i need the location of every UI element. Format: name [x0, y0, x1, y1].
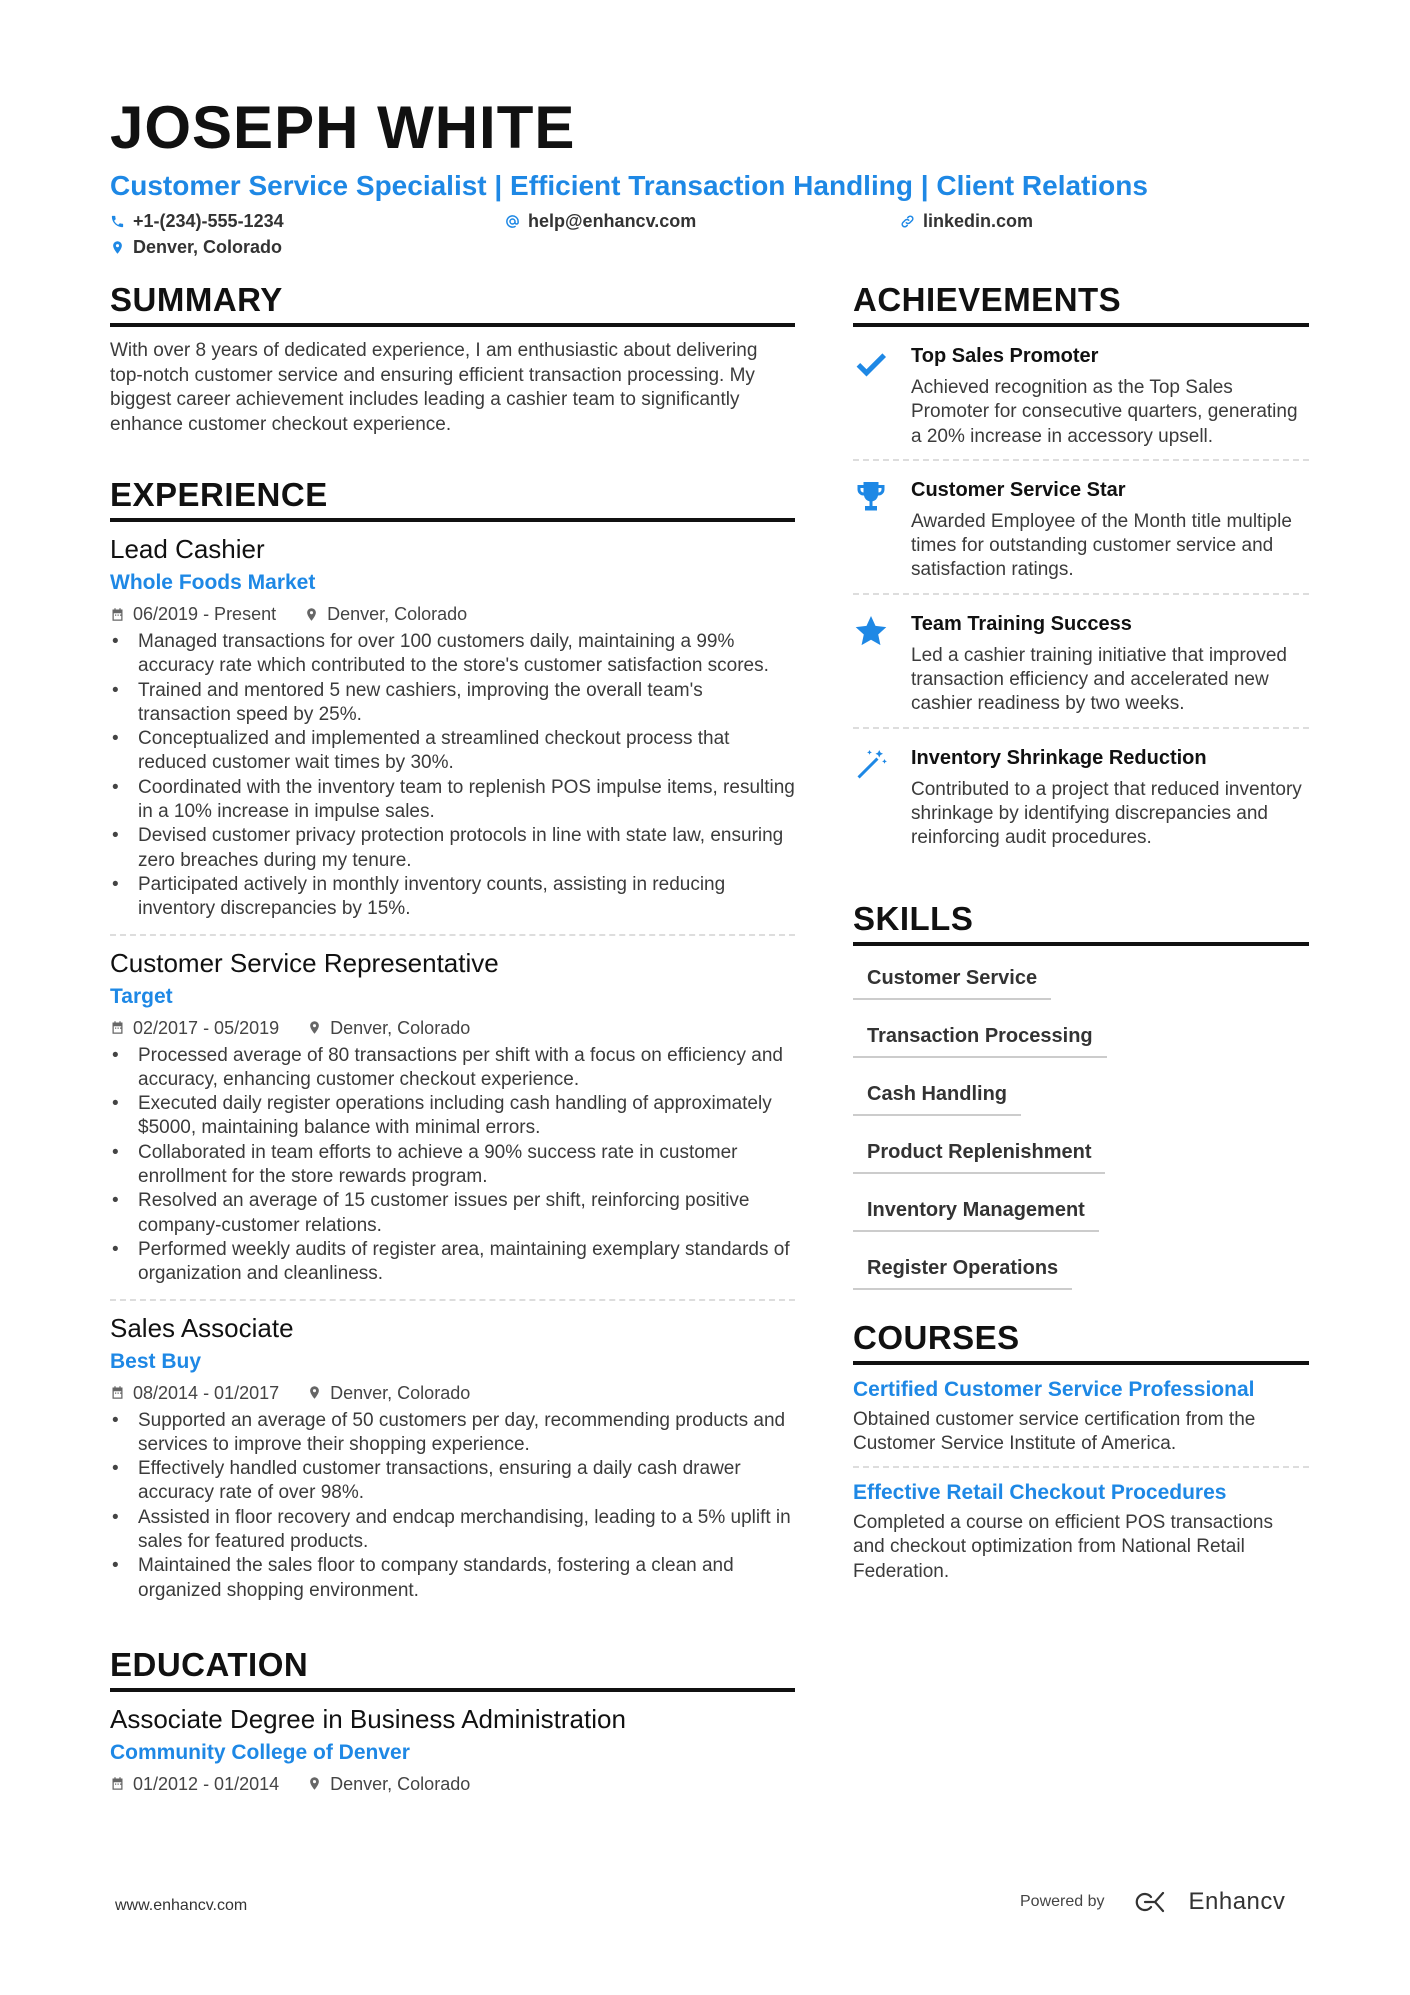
location-pin-icon: [307, 1020, 322, 1035]
list-item: • Coordinated with the inventory team to replenish POS impulse items, resulting in a 10% increase in impulse sales.: [110, 776, 795, 825]
enhancv-logo-icon: [1131, 1889, 1177, 1915]
course-title: Effective Retail Checkout Procedures: [853, 1481, 1227, 1505]
education-entry: [110, 1692, 795, 1808]
resume-header: [110, 95, 1310, 261]
education-location-text: Denver, Colorado: [330, 1773, 471, 1794]
achievement-icon-wrap: [853, 611, 911, 717]
achievement-body: [911, 343, 1309, 449]
skills-heading: SKILLS: [853, 899, 1309, 946]
location-pin-icon: [304, 607, 319, 622]
list-item: • Supported an average of 50 customers per day, recommending products and services to improve their shopping experience.: [110, 1409, 795, 1458]
footer-website[interactable]: www.enhancv.com: [115, 1897, 248, 1914]
email-text: help@enhancv.com: [528, 211, 697, 231]
location-pin-icon: [307, 1776, 322, 1791]
achievement-desc: Contributed to a project that reduced inventory shrinkage by identifying discrepancies and reinforcing audit procedures.: [911, 778, 1302, 849]
job-dates: 06/2019 - Present: [133, 604, 277, 624]
course-title: Certified Customer Service Professional: [853, 1377, 1255, 1401]
summary-section: [110, 280, 795, 437]
achievement-item: [853, 327, 1309, 461]
list-item: • Conceptualized and implemented a streamlined checkout process that reduced customer wait times by 30%.: [110, 727, 795, 776]
achievement-icon-wrap: [853, 477, 911, 583]
job-location-text: Denver, Colorado: [330, 1382, 471, 1403]
achievement-body: [911, 611, 1309, 717]
experience-heading: EXPERIENCE: [110, 475, 795, 522]
job-title: Customer Service Representative: [110, 947, 499, 978]
star-icon: [853, 613, 889, 649]
calendar-icon: [110, 1385, 125, 1400]
list-item: • Collaborated in team efforts to achieve a 90% success rate in customer enrollment for the store rewards program.: [110, 1141, 795, 1190]
achievements-section: [853, 280, 1309, 861]
job-meta: [110, 602, 795, 626]
location-text: Denver, Colorado: [133, 237, 283, 257]
job-title: Sales Associate: [110, 1312, 294, 1343]
job-bullets: [110, 1409, 795, 1603]
summary-text: With over 8 years of dedicated experience, I am enthusiastic about delivering top-notch customer service and ensuring efficient transaction processing. My biggest career achievement includes leading a cashier team to significantly enhance customer checkout experience.: [110, 340, 758, 435]
candidate-name: JOSEPH WHITE: [110, 94, 576, 161]
skill-tag: Register Operations: [853, 1250, 1072, 1290]
contact-phone[interactable]: [110, 209, 284, 233]
achievement-item: [853, 461, 1309, 595]
list-item: • Participated actively in monthly inventory counts, assisting in reducing inventory discrepancies by 15%.: [110, 873, 795, 922]
achievement-icon-wrap: [853, 343, 911, 449]
achievement-desc: Awarded Employee of the Month title multiple times for outstanding customer service and satisfaction ratings.: [911, 510, 1292, 581]
course-item: [853, 1468, 1309, 1594]
school-name: Community College of Denver: [110, 1740, 410, 1764]
phone-icon: [110, 214, 125, 229]
job-entry: [110, 522, 795, 936]
job-location: [307, 1381, 470, 1405]
achievement-title: Inventory Shrinkage Reduction: [911, 746, 1207, 769]
experience-section: [110, 475, 795, 1615]
list-item: • Executed daily register operations including cash handling of approximately $5000, maintaining balance with minimal errors.: [110, 1092, 795, 1141]
skill-tag: Inventory Management: [853, 1192, 1099, 1232]
job-dates: 02/2017 - 05/2019: [133, 1017, 280, 1038]
list-item: • Performed weekly audits of register area, maintaining exemplary standards of organization and cleanliness.: [110, 1238, 795, 1287]
job-meta: [110, 1016, 795, 1040]
list-item: • Resolved an average of 15 customer issues per shift, reinforcing positive company-customer relations.: [110, 1189, 795, 1238]
phone-text: +1-(234)-555-1234: [133, 211, 284, 231]
skill-tag: Product Replenishment: [853, 1134, 1105, 1174]
location-pin-icon: [307, 1385, 322, 1400]
courses-section: [853, 1318, 1309, 1594]
enhancv-brand: Enhancv: [1188, 1888, 1286, 1915]
achievement-title: Top Sales Promoter: [911, 345, 1099, 367]
job-entry: [110, 1301, 795, 1615]
skill-tag: Customer Service: [853, 960, 1051, 1000]
skills-list: [853, 960, 1309, 1290]
education-dates: 01/2012 - 01/2014: [133, 1773, 280, 1794]
skill-tag: Transaction Processing: [853, 1018, 1107, 1058]
left-column: [110, 280, 795, 1846]
link-icon: [900, 214, 915, 229]
magic-wand-icon: [853, 747, 889, 783]
footer-branding[interactable]: [1020, 1888, 1285, 1916]
job-location: [307, 1016, 470, 1040]
contact-location: [110, 235, 282, 259]
education-heading: EDUCATION: [110, 1645, 795, 1692]
skill-tag: Cash Handling: [853, 1076, 1021, 1116]
linkedin-text: linkedin.com: [923, 211, 1034, 231]
calendar-icon: [110, 1776, 125, 1791]
achievement-item: [853, 729, 1309, 861]
achievement-body: [911, 477, 1309, 583]
list-item: • Managed transactions for over 100 customers daily, maintaining a 99% accuracy rate which contributed to the store's customer satisfaction scores.: [110, 630, 795, 679]
company-name: Target: [110, 984, 173, 1008]
list-item: • Assisted in floor recovery and endcap merchandising, leading to a 5% uplift in sales for featured products.: [110, 1506, 795, 1555]
job-title: Lead Cashier: [110, 534, 265, 564]
at-icon: [505, 214, 520, 229]
summary-heading: SUMMARY: [110, 280, 795, 327]
achievement-desc: Achieved recognition as the Top Sales Promoter for consecutive quarters, generating a 20% increase in accessory upsell.: [911, 377, 1298, 447]
candidate-title: Customer Service Specialist | Efficient Transaction Handling | Client Relations: [110, 170, 1148, 201]
achievement-title: Team Training Success: [911, 612, 1132, 635]
job-bullets: [110, 630, 795, 922]
list-item: • Processed average of 80 transactions per shift with a focus on efficiency and accuracy, enhancing customer checkout experience.: [110, 1044, 795, 1093]
list-item: • Devised customer privacy protection protocols in line with state law, ensuring zero breaches during my tenure.: [110, 824, 795, 873]
powered-by-text: Powered by: [1020, 1893, 1105, 1910]
list-item: • Maintained the sales floor to company standards, fostering a clean and organized shopping environment.: [110, 1554, 795, 1603]
check-icon: [853, 345, 889, 381]
contact-email[interactable]: [505, 209, 696, 233]
job-location: [304, 602, 467, 626]
education-meta: [110, 1772, 795, 1796]
job-location-text: Denver, Colorado: [327, 604, 468, 624]
skills-section: [853, 899, 1309, 1290]
course-item: [853, 1365, 1309, 1469]
trophy-icon: [853, 479, 889, 515]
contact-linkedin[interactable]: [900, 209, 1033, 233]
right-column: [853, 280, 1309, 1632]
education-section: [110, 1645, 795, 1808]
job-dates: 08/2014 - 01/2017: [133, 1382, 280, 1403]
job-location-text: Denver, Colorado: [330, 1017, 471, 1038]
education-location: [307, 1772, 470, 1796]
company-name: Best Buy: [110, 1349, 202, 1373]
achievement-desc: Led a cashier training initiative that improved transaction efficiency and accelerated new cashier readiness by two weeks.: [911, 644, 1287, 715]
courses-heading: COURSES: [853, 1318, 1309, 1365]
achievement-item: [853, 595, 1309, 729]
company-name: Whole Foods Market: [110, 571, 316, 594]
job-entry: [110, 936, 795, 1301]
location-pin-icon: [110, 240, 125, 255]
achievements-heading: ACHIEVEMENTS: [853, 280, 1309, 327]
degree-title: Associate Degree in Business Administration: [110, 1703, 626, 1734]
list-item: • Trained and mentored 5 new cashiers, improving the overall team's transaction speed by 25%.: [110, 679, 795, 728]
achievement-body: [911, 745, 1309, 851]
achievement-icon-wrap: [853, 745, 911, 851]
course-desc: Completed a course on efficient POS transactions and checkout optimization from National Retail Federation.: [853, 1512, 1273, 1582]
contact-info: [110, 207, 1310, 261]
calendar-icon: [110, 1020, 125, 1035]
list-item: • Effectively handled customer transactions, ensuring a daily cash drawer accuracy rate of over 98%.: [110, 1457, 795, 1506]
course-desc: Obtained customer service certification from the Customer Service Institute of America.: [853, 1408, 1256, 1454]
job-meta: [110, 1381, 795, 1405]
calendar-icon: [110, 607, 125, 622]
job-bullets: [110, 1044, 795, 1287]
achievement-title: Customer Service Star: [911, 478, 1126, 501]
